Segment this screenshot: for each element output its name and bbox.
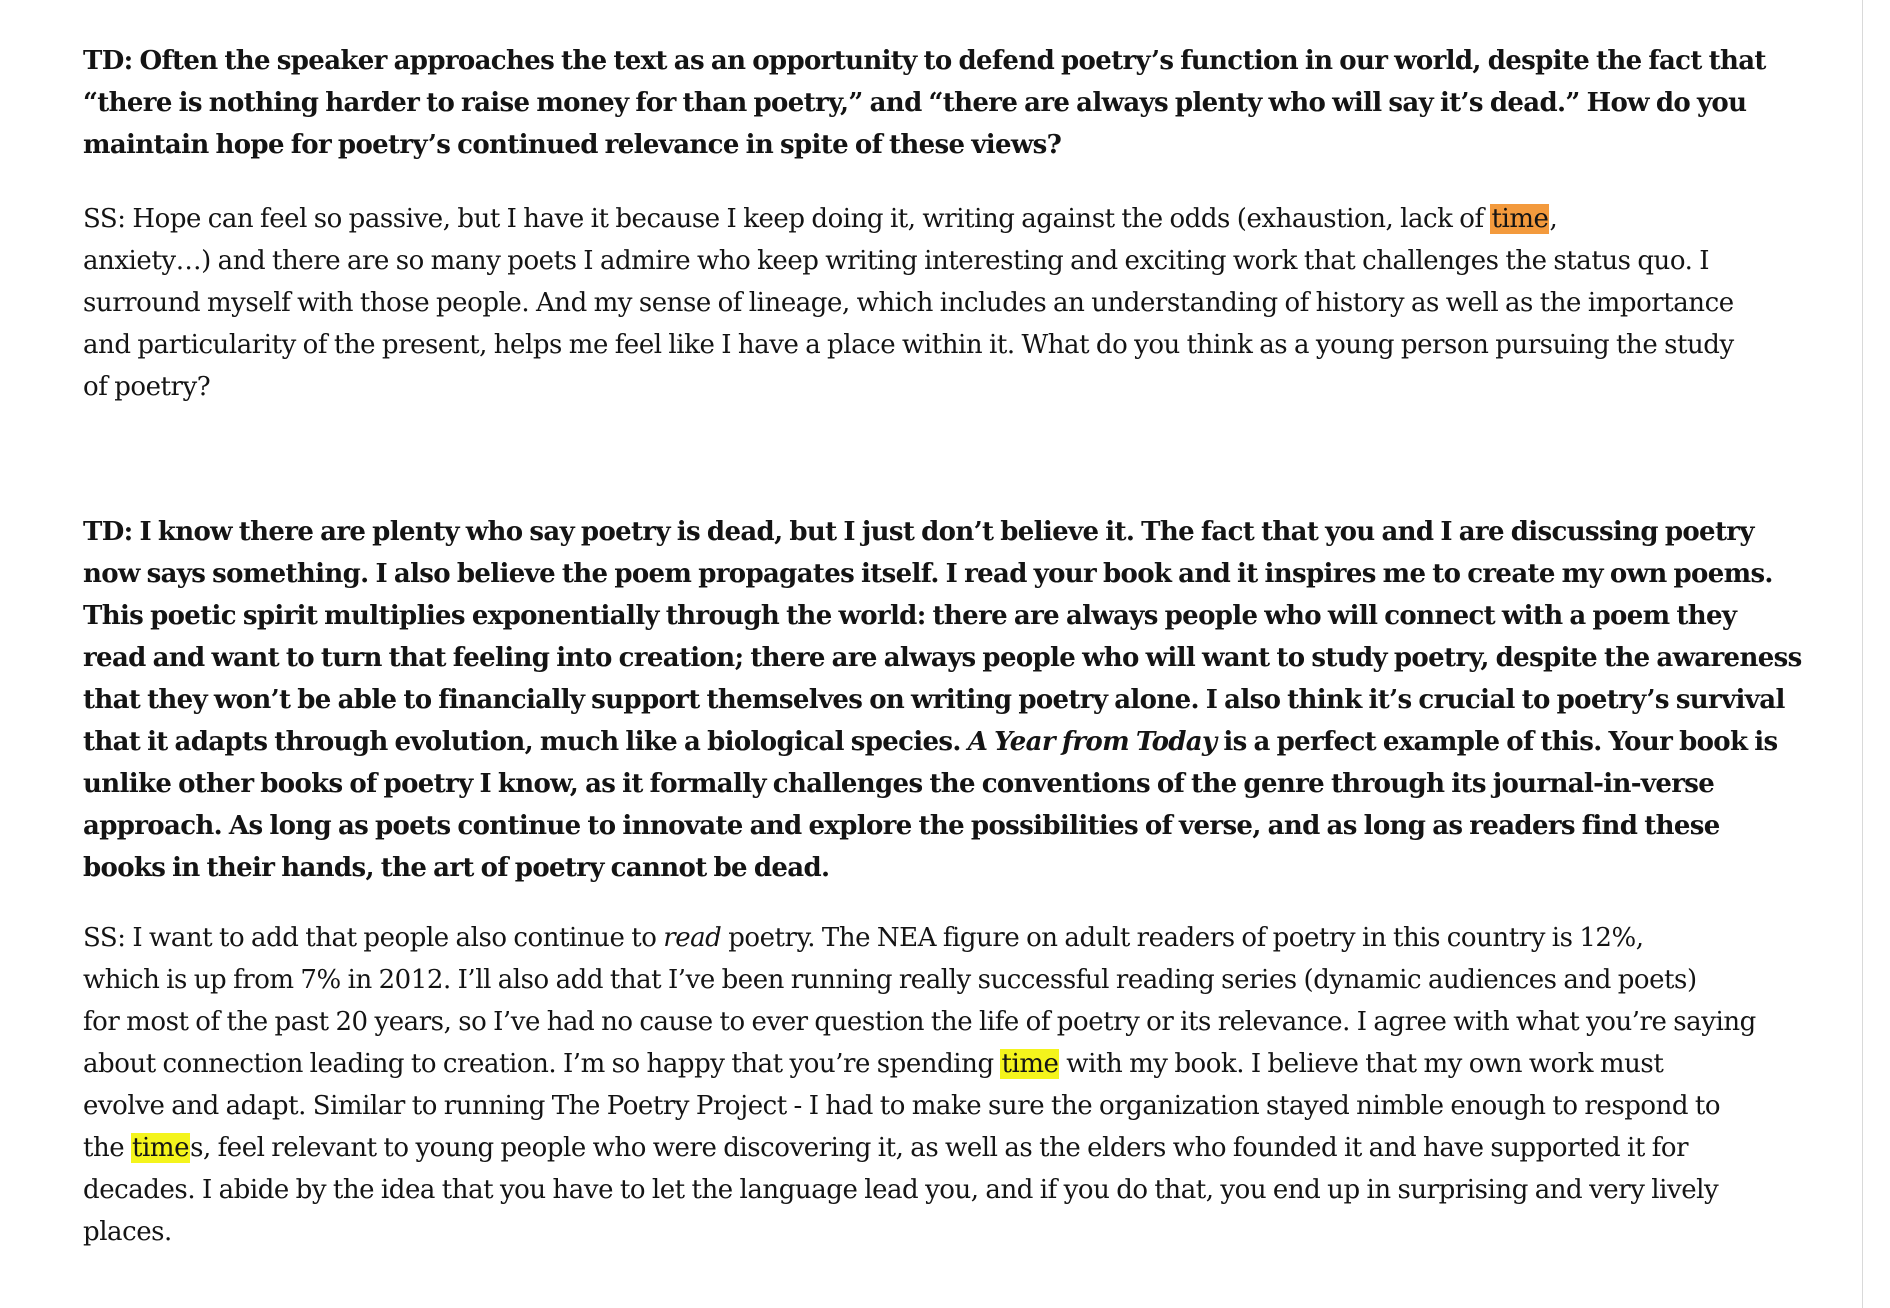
text-line: This poetic spirit multiplies exponentially through the world: there are always people who will connect with a poem they [83, 601, 1737, 631]
text-line [83, 721, 1803, 763]
text-segment: s, feel relevant to young people who were discovering it, as well as the elders who founded it and have supported it for [190, 1133, 1689, 1163]
text-line: and particularity of the present, helps me feel like I have a place within it. What do you think as a young person pursuing the study [83, 330, 1734, 360]
interview-answer-2 [83, 917, 1803, 1253]
text-line: read and want to turn that feeling into creation; there are always people who will want to study poetry, despite the awareness [83, 643, 1802, 673]
text-segment: SS: I want to add that people also continue to [83, 923, 664, 953]
text-line: TD: Often the speaker approaches the text as an opportunity to defend poetry’s function in our world, despite the fact that [83, 46, 1766, 76]
text-segment: poetry. The NEA figure on adult readers of poetry in this country is 12%, [721, 923, 1644, 953]
search-highlight-current: time [1491, 204, 1549, 234]
text-line: TD: I know there are plenty who say poetry is dead, but I just don’t believe it. The fact that you and I are discussing poetry [83, 517, 1754, 547]
interview-answer-1 [83, 198, 1803, 408]
text-segment: with my book. I believe that my own work must [1059, 1049, 1664, 1079]
text-segment: the [83, 1133, 132, 1163]
text-line: surround myself with those people. And my sense of lineage, which includes an understanding of history as well as the importance [83, 288, 1734, 318]
text-line: places. [83, 1217, 172, 1247]
interview-question-2 [83, 511, 1803, 889]
emphasis-word: read [663, 923, 722, 953]
text-line: approach. As long as poets continue to innovate and explore the possibilities of verse, and as long as readers find these [83, 811, 1720, 841]
text-line: evolve and adapt. Similar to running The Poetry Project - I had to make sure the organization stayed nimble enough to respond to [83, 1091, 1721, 1121]
text-segment: about connection leading to creation. I’m so happy that you’re spending [83, 1049, 1001, 1079]
text-line: now says something. I also believe the poem propagates itself. I read your book and it inspires me to create my own poems. [83, 559, 1773, 589]
page-edge-divider [1862, 0, 1863, 1308]
text-segment: SS: Hope can feel so passive, but I have it because I keep doing it, writing against the odds (exhaustion, lack of [83, 204, 1491, 234]
text-line: unlike other books of poetry I know, as it formally challenges the conventions of the genre through its journal-in-verse [83, 769, 1715, 799]
text-line [83, 917, 1803, 959]
text-line: maintain hope for poetry’s continued relevance in spite of these views? [83, 130, 1062, 160]
text-line: anxiety…) and there are so many poets I admire who keep writing interesting and exciting work that challenges the status quo. I [83, 246, 1710, 276]
search-highlight: time [132, 1133, 190, 1163]
text-segment: that it adapts through evolution, much like a biological species. [83, 727, 968, 757]
text-line [83, 1127, 1803, 1169]
text-line: of poetry? [83, 372, 211, 402]
text-line [83, 1043, 1803, 1085]
text-line: books in their hands, the art of poetry cannot be dead. [83, 853, 830, 883]
interview-question-1 [83, 40, 1803, 166]
text-line: “there is nothing harder to raise money for than poetry,” and “there are always plenty who will say it’s dead.” How do you [83, 88, 1747, 118]
text-line: decades. I abide by the idea that you have to let the language lead you, and if you do that, you end up in surprising and very lively [83, 1175, 1719, 1205]
book-title: A Year from Today [967, 727, 1217, 757]
text-line: for most of the past 20 years, so I’ve had no cause to ever question the life of poetry or its relevance. I agree with what you’re saying [83, 1007, 1756, 1037]
text-line [83, 198, 1803, 240]
text-segment: , [1549, 204, 1558, 234]
text-line: that they won’t be able to financially support themselves on writing poetry alone. I also think it’s crucial to poetry’s survival [83, 685, 1785, 715]
text-segment: is a perfect example of this. Your book is [1216, 727, 1778, 757]
search-highlight: time [1001, 1049, 1059, 1079]
text-line: which is up from 7% in 2012. I’ll also add that I’ve been running really successful reading series (dynamic audiences and poets) [83, 965, 1697, 995]
